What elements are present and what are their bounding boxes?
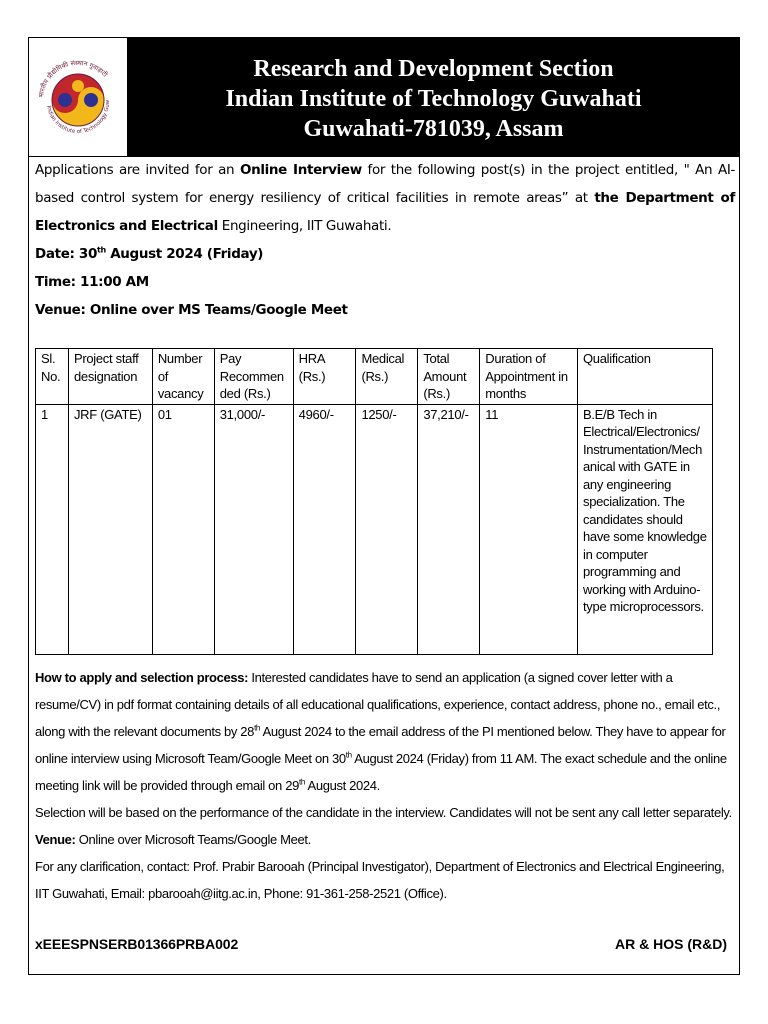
iitg-logo-icon bbox=[29, 38, 127, 156]
table-header-cell: Project staff designation bbox=[68, 349, 152, 405]
contact-paragraph: For any clarification, contact: Prof. Prabir Barooah (Principal Investigator), Department of Electronics and Electrical Engineering, IIT Guwahati, Email: pbarooah@iitg.ac.in, Phone: 91-361-258-2521 (Office). bbox=[35, 859, 725, 901]
reference-number: xEEESPNSERB01366PRBA002 bbox=[35, 936, 239, 952]
application-process bbox=[35, 664, 735, 907]
venue-paragraph: Venue: Online over Microsoft Teams/Google Meet. bbox=[35, 832, 311, 847]
intro-paragraph: Applications are invited for an Online Interview for the following post(s) in the project entitled, " An AI-based control system for energy resiliency of critical facilities in remote areas” at the Department of Electronics and Electrical Engineering, IIT Guwahati. bbox=[35, 162, 735, 234]
selection-paragraph: Selection will be based on the performance of the candidate in the interview. Candidates will not be sent any call letter separately. bbox=[35, 805, 732, 820]
table-header-cell: Qualification bbox=[578, 349, 713, 405]
table-cell: 11 bbox=[480, 404, 578, 654]
letterhead bbox=[29, 38, 739, 157]
table-cell: 37,210/- bbox=[418, 404, 480, 654]
intro-section bbox=[35, 156, 735, 324]
title-line-1: Research and Development Section bbox=[253, 56, 614, 82]
logo-lettering: भारतीय प्रौद्योगिकी संस्थान गुवाहाटी bbox=[36, 58, 109, 99]
table-header-cell: Total Amount (Rs.) bbox=[418, 349, 480, 405]
how-to-apply-paragraph: How to apply and selection process: Interested candidates have to send an application (a signed cover letter with a resume/CV) in pdf format containing details of all educational qualifications, experience, contact address, phone no., email etc., along with the relevant documents by 28th August 2024 to the email address of the PI mentioned below. They have to appear for online interview using Microsoft Team/Google Meet on 30th August 2024 (Friday) from 11 AM. The exact schedule and the online meeting link will be provided through email on 29th August 2024. bbox=[35, 670, 727, 793]
table-cell: 31,000/- bbox=[214, 404, 293, 654]
institute-title bbox=[128, 38, 739, 156]
interview-venue: Venue: Online over MS Teams/Google Meet bbox=[35, 302, 348, 318]
table-header-cell: Duration of Appointment in months bbox=[480, 349, 578, 405]
document-frame bbox=[28, 37, 740, 975]
table-cell: JRF (GATE) bbox=[68, 404, 152, 654]
title-line-3: Guwahati-781039, Assam bbox=[303, 116, 564, 142]
table-cell: 01 bbox=[152, 404, 214, 654]
interview-date: Date: 30th August 2024 (Friday) bbox=[35, 245, 264, 262]
table-header-cell: Medical (Rs.) bbox=[356, 349, 418, 405]
table-cell: 4960/- bbox=[293, 404, 356, 654]
interview-time: Time: 11:00 AM bbox=[35, 274, 149, 290]
table-row bbox=[36, 404, 713, 654]
table-cell: 1 bbox=[36, 404, 69, 654]
table-header-cell: HRA (Rs.) bbox=[293, 349, 356, 405]
table-cell: B.E/B Tech in Electrical/Electronics/ Instrumentation/Mech anical with GATE in any engineering specialization. The candidates should have some knowledge in computer programming and working with Arduino-type microprocessors. bbox=[578, 404, 713, 654]
iitg-logo bbox=[29, 38, 128, 156]
title-line-2: Indian Institute of Technology Guwahati bbox=[225, 86, 642, 112]
signatory: AR & HOS (R&D) bbox=[615, 936, 727, 952]
table-header-cell: Number of vacancy bbox=[152, 349, 214, 405]
table-header-row bbox=[36, 349, 713, 405]
table-header-cell: Pay Recommen ded (Rs.) bbox=[214, 349, 293, 405]
posts-table bbox=[35, 348, 713, 655]
svg-text:Indian Institute of Technology: Indian Institute of Technology Guw bbox=[45, 99, 112, 136]
table-header-cell: Sl. No. bbox=[36, 349, 69, 405]
table-cell: 1250/- bbox=[356, 404, 418, 654]
